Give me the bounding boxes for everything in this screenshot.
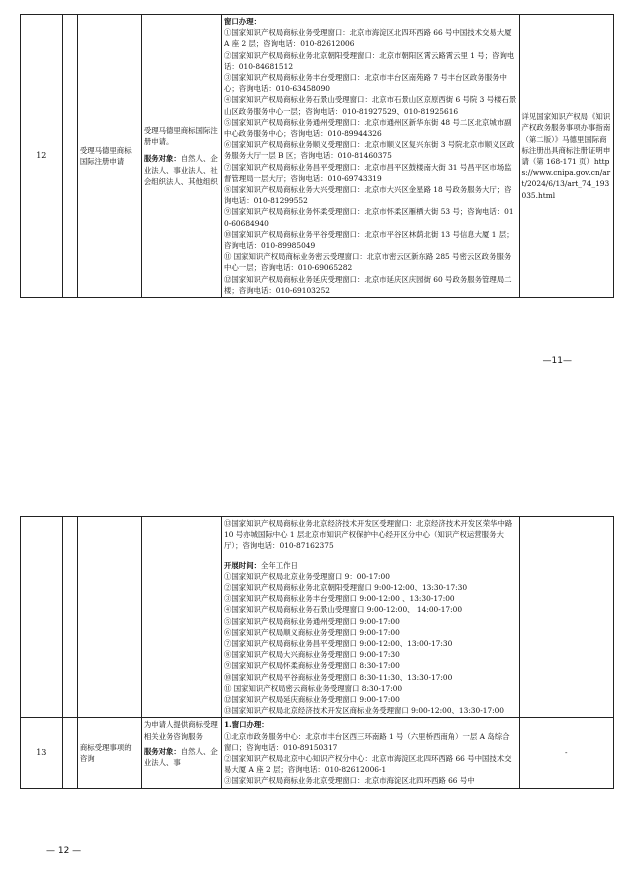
service-label: 服务对象： <box>143 746 181 756</box>
table-row <box>21 15 614 298</box>
hours-item: ⑤国家知识产权局商标业务通州受理窗口 9:00-17:00 <box>224 616 400 626</box>
window-item: ⑨国家知识产权局商标业务怀柔受理窗口：北京市怀柔区雁栖大街 53 号；咨询电话：010-60684940 <box>224 207 514 228</box>
hours-item: ⑪ 国家知识产权局密云商标业务受理窗口 8:30-17:00 <box>224 683 403 693</box>
object-cell <box>141 15 221 298</box>
page-number: —11— <box>542 356 572 366</box>
hours-item: ②国家知识产权局商标业务北京朝阳受理窗口 9:00-12:00、13:30-17:30 <box>224 583 468 593</box>
hours-item: ⑩国家知识产权局平谷商标业务受理窗口 8:30-11:30、13:30-17:00 <box>224 672 453 682</box>
empty-cell <box>62 718 77 788</box>
service-label: 服务对象： <box>143 154 181 164</box>
hours-item: ④国家知识产权局商标业务石景山受理窗口 9:00-12:00、 14:00-17:00 <box>224 605 463 615</box>
page-12 <box>0 516 630 875</box>
hours-item: ①国家知识产权局北京业务受理窗口 9：00-17:00 <box>224 571 390 581</box>
service-text: 自然人、企业法人、事业法人、社会组织法人、其他组织 <box>143 154 218 186</box>
window-item: ③国家知识产权局商标业务丰台受理窗口：北京市丰台区南苑路 7 号丰台区政务服务中心；咨询电话：010-63458090 <box>224 73 507 94</box>
hours-item: ⑨国家知识产权局怀柔商标业务受理窗口 8:30-17:00 <box>224 661 400 671</box>
hours-item: ⑥国家知识产权局顺义商标业务受理窗口 9:00-17:00 <box>224 627 400 637</box>
table-row <box>21 718 614 788</box>
window-item: ⑤国家知识产权局商标业务通州受理窗口：北京市通州区新华东街 48 号二区北京城市副中心政务服务中心；咨询电话：010-89944326 <box>224 117 512 139</box>
window-item: ②国家知识产权局北京中心知识产权分中心：北京市海淀区北四环西路 66 号中国技术交易大厦 A 座 2 层；咨询电话：010-82612006-1 <box>224 754 512 775</box>
window-item: ①北京市政务服务中心：北京市丰台区西三环南路 1 号（六里桥西南角）一层 A 岛综合窗口；咨询电话：010-89150317 <box>224 731 510 752</box>
window-item: ⑬国家知识产权局商标业务北京经济技术开发区受理窗口：北京经济技术开发区荣华中路 10 号亦城国际中心 1 层北京市知识产权保护中心经开区分中心（知识产权运营服务大厅）；咨询电话：010-87162375 <box>224 519 513 551</box>
item-name: 受理马德里商标国际注册申请 <box>77 15 141 298</box>
hours-item: ⑬国家知识产权局北京经济技术开发区商标业务受理窗口 9:00-12:00、13:30-17:00 <box>224 706 505 716</box>
hours-item: ⑦国家知识产权局商标业务昌平受理窗口 9:00-12:00、13:00-17:30 <box>224 639 453 649</box>
object-cell-empty <box>141 517 221 718</box>
window-item: ⑥国家知识产权局商标业务顺义受理窗口：北京市顺义区复兴东街 3 号院北京市顺义区政务服务大厅一层 B 区；咨询电话：010-81460375 <box>224 140 515 161</box>
item-name: 商标受理事项的咨询 <box>77 718 141 788</box>
spacer <box>224 552 517 560</box>
hours-item: ③国家知识产权局商标业务丰台受理窗口 9:00-12:00 、13:30-17:00 <box>224 594 455 604</box>
window-item: ⑫国家知识产权局商标业务延庆受理窗口：北京市延庆区庆园街 60 号政务服务管理局二楼；咨询电话：010-69103252 <box>224 274 512 295</box>
process-heading: 窗口办理： <box>224 17 261 26</box>
process-heading: 1.窗口办理： <box>224 720 269 730</box>
row-number: 13 <box>21 718 63 788</box>
row-number-empty <box>21 517 63 718</box>
page-number: — 12 — <box>46 846 82 856</box>
window-item: ②国家知识产权局商标业务北京朝阳受理窗口：北京市朝阳区霄云路霄云里 1 号；咨询电话：010-84681512 <box>224 50 515 71</box>
spacer <box>144 147 219 153</box>
object-cell <box>141 718 221 788</box>
basis-cell: - <box>519 718 613 788</box>
object-title: 受理马德里商标国际注册申请。 <box>143 126 218 147</box>
window-item: ⑧国家知识产权局商标业务大兴受理窗口：北京市大兴区金星路 18 号政务服务大厅；咨询电话：010-81299552 <box>224 185 512 206</box>
basis-cell: 详见国家知识产权局《知识产权政务服务事项办事指南（第二版）》马德里国际商标注册出具商标注册证明申请（第 168-171 页）https://www.cnipa.gov.cn/art/2024/6/13/art_74_193035.html <box>519 15 613 298</box>
hours-value: 全年工作日 <box>260 560 298 570</box>
window-item: ③国家知识产权局商标业务北京受理窗口：北京市海淀区北四环西路 66 号中 <box>224 776 475 786</box>
table-row <box>21 517 614 718</box>
hours-label: 开展时间： <box>224 560 261 570</box>
empty-cell <box>62 517 77 718</box>
process-cell <box>222 15 520 298</box>
process-cell <box>222 718 520 788</box>
basis-cell-empty <box>519 517 613 718</box>
process-cell <box>222 517 520 718</box>
hours-item: ⑧国家知识产权局大兴商标业务受理窗口 9:00-17:30 <box>224 650 400 660</box>
empty-cell <box>62 15 77 298</box>
row-number: 12 <box>21 15 63 298</box>
window-item: ⑦国家知识产权局商标业务昌平受理窗口：北京市昌平区鼓楼南大街 31 号昌平区市场监督管理局一层大厅；咨询电话：010-69743319 <box>224 162 512 183</box>
window-item: ⑩国家知识产权局商标业务平谷受理窗口：北京市平谷区林荫北街 13 号信息大厦 1 层；咨询电话：010-89985049 <box>224 229 514 251</box>
spacer <box>144 742 219 746</box>
page-gap <box>0 380 630 516</box>
window-item: ④国家知识产权局商标业务石景山受理窗口：北京市石景山区京原西街 6 号院 3 号楼石景山区政务服务中心一层；咨询电话：010-81927529、010-81925616 <box>224 95 517 116</box>
service-text: 自然人、企业法人、事 <box>143 746 218 768</box>
window-item: ①国家知识产权局商标业务受理窗口：北京市海淀区北四环西路 66 号中国技术交易大厦 A 座 2 层；咨询电话：010-82612006 <box>224 28 512 49</box>
service-table-page-11 <box>20 14 614 298</box>
hours-item: ⑫国家知识产权局延庆商标业务受理窗口 9:00-17:00 <box>224 695 400 705</box>
service-table-page-12 <box>20 516 614 789</box>
window-item: ⑪ 国家知识产权局商标业务密云受理窗口：北京市密云区新东路 285 号密云区政务服务中心一层；咨询电话：010-69065282 <box>224 252 512 273</box>
object-title: 为申请人提供商标受理相关业务咨询服务 <box>143 720 218 741</box>
page-11 <box>0 0 630 380</box>
item-name-empty <box>77 517 141 718</box>
